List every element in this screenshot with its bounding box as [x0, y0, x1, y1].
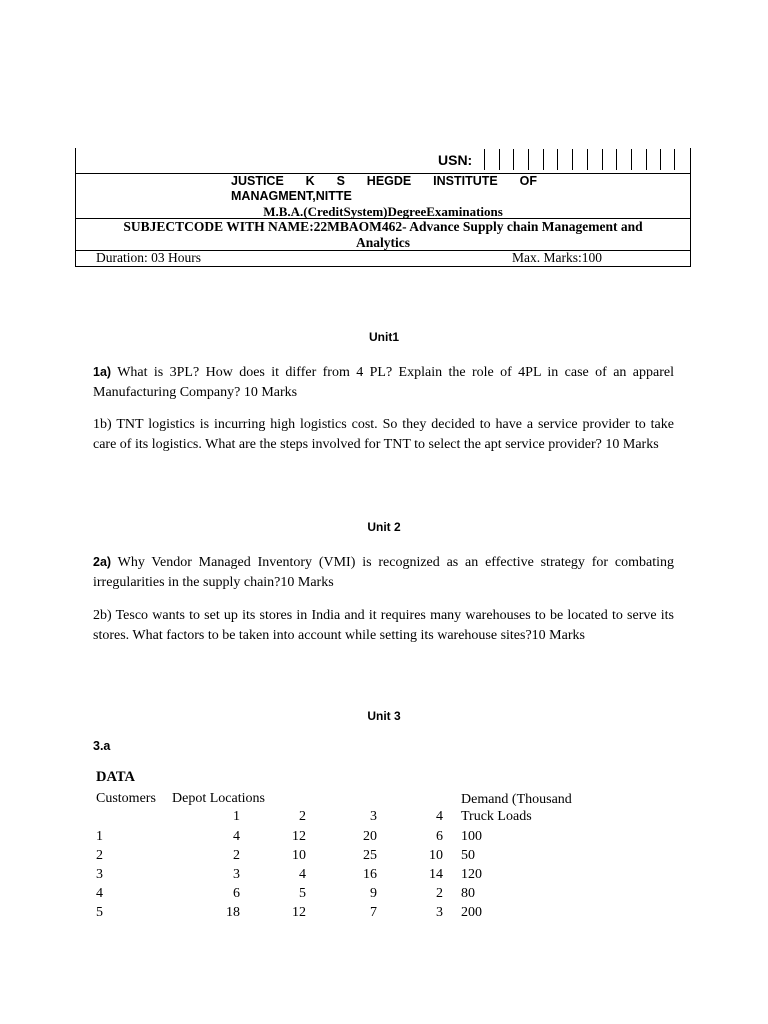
depot-cost-cell: 12: [292, 829, 306, 844]
depot-cost-cell: 4: [233, 829, 240, 844]
depot-cost-cell: 25: [363, 848, 377, 863]
depot-cost-cell: 18: [226, 905, 240, 920]
demand-cell: 100: [461, 829, 482, 844]
column-header-customers: Customers: [96, 791, 156, 806]
depot-number: 2: [299, 809, 306, 824]
depot-number: 3: [370, 809, 377, 824]
demand-cell: 50: [461, 848, 475, 863]
demand-cell: 200: [461, 905, 482, 920]
depot-cost-cell: 12: [292, 905, 306, 920]
depot-cost-cell: 2: [233, 848, 240, 863]
depot-cost-cell: 3: [233, 867, 240, 882]
data-table-title: DATA: [96, 769, 135, 785]
demand-cell: 80: [461, 886, 475, 901]
depot-cost-cell: 10: [429, 848, 443, 863]
usn-label: USN:: [438, 152, 473, 168]
exam-duration: Duration: 03 Hours: [96, 250, 201, 265]
depot-cost-cell: 6: [233, 886, 240, 901]
depot-cost-cell: 9: [370, 886, 377, 901]
institute-name-line2: MANAGMENT,NITTE: [231, 189, 352, 203]
depot-cost-cell: 5: [299, 886, 306, 901]
depot-cost-cell: 4: [299, 867, 306, 882]
depot-cost-cell: 20: [363, 829, 377, 844]
unit-2-heading: Unit 2: [367, 520, 401, 534]
column-header-demand: Demand (Thousand: [461, 792, 572, 807]
customer-id-cell: 5: [96, 905, 103, 920]
question-2a: 2a) Why Vendor Managed Inventory (VMI) is recognized as an effective strategy for combating irregularities in the supply chain?10 Marks: [93, 555, 674, 590]
depot-cost-cell: 2: [436, 886, 443, 901]
demand-cell: 120: [461, 867, 482, 882]
depot-cost-cell: 3: [436, 905, 443, 920]
usn-input-boxes[interactable]: [484, 149, 675, 170]
max-marks: Max. Marks:100: [512, 250, 602, 265]
depot-cost-cell: 7: [370, 905, 377, 920]
subject-title: SUBJECTCODE WITH NAME:22MBAOM462- Advance Supply chain Management and Analytics: [123, 219, 643, 250]
customer-id-cell: 3: [96, 867, 103, 882]
question-1b: 1b) TNT logistics is incurring high logistics cost. So they decided to have a service provider to take care of its logistics. What are the steps involved for TNT to select the apt service provider? 10 Marks: [93, 417, 674, 452]
depot-number: 1: [233, 809, 240, 824]
question-3a-label: 3.a: [93, 739, 111, 753]
column-header-demand-unit: Truck Loads: [461, 809, 532, 824]
degree-title: M.B.A.(CreditSystem)DegreeExaminations: [263, 204, 503, 219]
unit-1-heading: Unit1: [369, 330, 399, 344]
depot-cost-cell: 10: [292, 848, 306, 863]
customer-id-cell: 4: [96, 886, 103, 901]
unit-3-heading: Unit 3: [367, 709, 401, 723]
institute-name-line1: JUSTICE K S HEGDE INSTITUTE OF: [231, 174, 537, 188]
customer-id-cell: 1: [96, 829, 103, 844]
depot-cost-cell: 6: [436, 829, 443, 844]
depot-cost-cell: 16: [363, 867, 377, 882]
depot-number: 4: [436, 809, 443, 824]
customer-id-cell: 2: [96, 848, 103, 863]
depot-cost-cell: 14: [429, 867, 443, 882]
question-2b: 2b) Tesco wants to set up its stores in India and it requires many warehouses to be located to serve its stores. What factors to be taken into account while setting its warehouse sites?10 Marks: [93, 608, 674, 643]
question-1a: 1a) What is 3PL? How does it differ from 4 PL? Explain the role of 4PL in case of an apparel Manufacturing Company? 10 Marks: [93, 365, 674, 400]
column-header-depot-locations: Depot Locations: [172, 791, 265, 806]
